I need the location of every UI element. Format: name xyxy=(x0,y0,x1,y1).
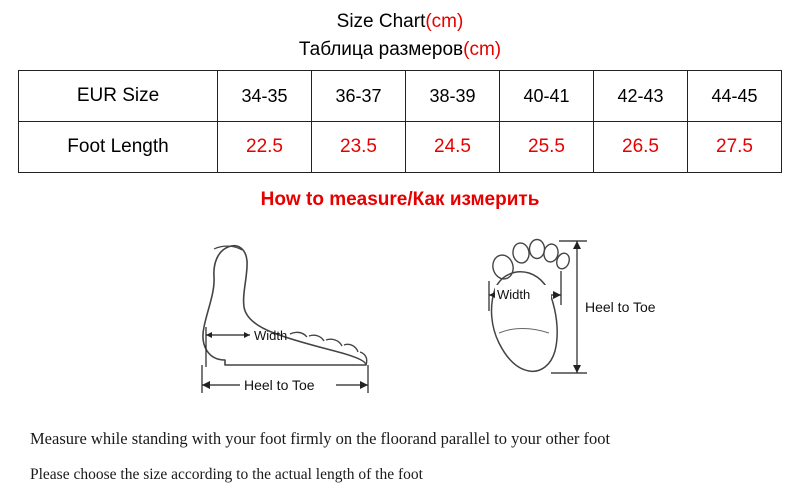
title-english-unit: (cm) xyxy=(425,11,464,32)
eur-size-cell-2: 36-37 xyxy=(312,71,406,122)
title-line-russian xyxy=(0,36,800,64)
foot-length-cell-5: 26.5 xyxy=(594,122,688,173)
title-russian-text: Таблица размеров xyxy=(298,39,464,60)
foot-length-cell-6: 27.5 xyxy=(688,122,782,173)
side-heel-to-toe-label: Heel to Toe xyxy=(244,377,315,393)
title-block xyxy=(0,0,800,64)
eur-size-cell-5: 42-43 xyxy=(594,71,688,122)
figures-area xyxy=(0,215,800,405)
title-english-text: Size Chart xyxy=(336,11,426,32)
eur-size-cell-4: 40-41 xyxy=(500,71,594,122)
foot-side-view-figure xyxy=(170,215,440,405)
eur-size-cell-3: 38-39 xyxy=(406,71,500,122)
row-label-foot-length: Foot Length xyxy=(19,122,218,173)
title-russian-unit: (cm) xyxy=(463,39,502,60)
side-width-label: Width xyxy=(254,328,288,343)
note-measure-instruction: Measure while standing with your foot firmly on the floorand parallel to your other foot xyxy=(30,429,611,448)
how-to-measure-heading: How to measure/Как измерить xyxy=(260,189,540,210)
note-choose-size: Please choose the size according to the actual length of the foot xyxy=(30,466,423,483)
eur-size-cell-6: 44-45 xyxy=(688,71,782,122)
row-label-eur-size: EUR Size xyxy=(19,71,218,122)
notes-block xyxy=(30,426,770,488)
foot-length-cell-3: 24.5 xyxy=(406,122,500,173)
foot-length-cell-4: 25.5 xyxy=(500,122,594,173)
foot-length-cell-2: 23.5 xyxy=(312,122,406,173)
foot-top-view-svg xyxy=(455,215,675,400)
foot-length-cell-1: 22.5 xyxy=(218,122,312,173)
foot-top-view-figure xyxy=(455,215,675,405)
eur-size-cell-1: 34-35 xyxy=(218,71,312,122)
size-table xyxy=(18,70,782,173)
table-row-foot-length xyxy=(19,122,782,173)
top-heel-to-toe-label: Heel to Toe xyxy=(585,299,656,315)
top-width-label: Width xyxy=(497,287,531,302)
table-row-eur-size xyxy=(19,71,782,122)
foot-side-view-svg xyxy=(170,215,440,400)
title-line-english xyxy=(0,8,800,36)
